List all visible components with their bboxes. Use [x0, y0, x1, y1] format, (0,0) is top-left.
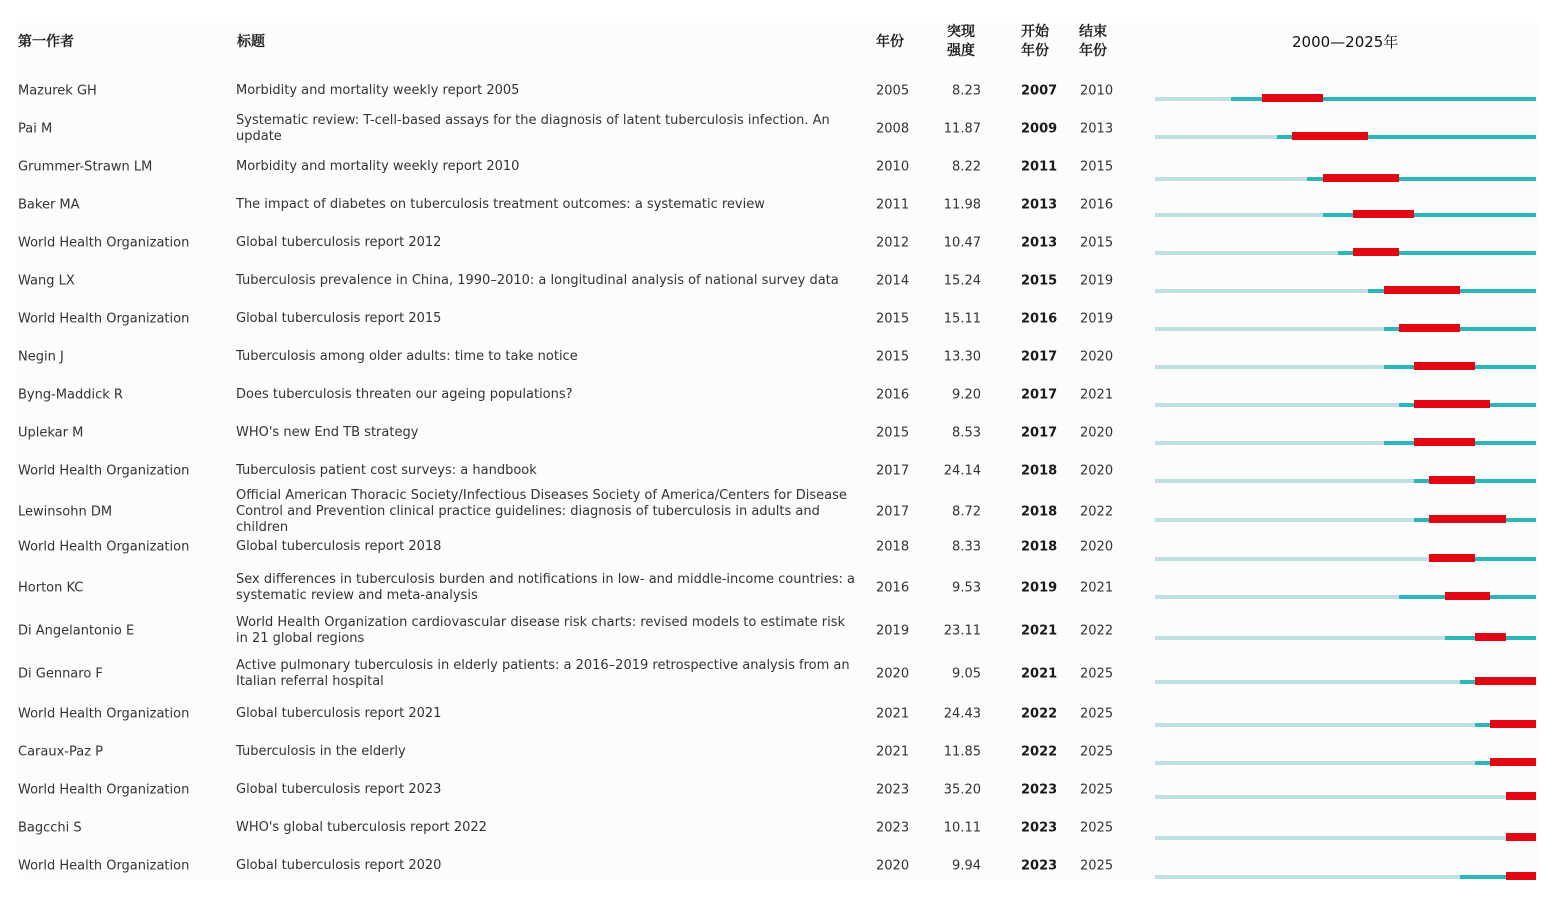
author-cell: Baker MA [18, 197, 80, 213]
strength-cell: 9.05 [952, 666, 981, 682]
begin-year-cell: 2023 [1021, 820, 1058, 836]
begin-year-cell: 2017 [1021, 349, 1058, 365]
begin-year-cell: 2013 [1021, 235, 1058, 251]
year-cell: 2015 [876, 425, 910, 441]
table-row [17, 110, 1538, 148]
strength-cell: 35.20 [943, 782, 981, 798]
timeline-before-publication [1155, 761, 1475, 765]
strength-cell: 24.14 [943, 463, 981, 479]
begin-year-cell: 2019 [1021, 580, 1058, 596]
begin-year-cell: 2018 [1021, 463, 1058, 479]
header-title-label: 标题 [237, 34, 265, 50]
title-cell: Official American Thoracic Society/Infectious Diseases Society of America/Centers for Disease Control and Prevention clinical practice guidelines: diagnosis of tuberculosis in adults and children [236, 488, 847, 535]
author-cell: World Health Organization [18, 706, 190, 722]
timeline-before-publication [1155, 289, 1368, 293]
timeline-bar [1155, 758, 1536, 768]
author-cell: Mazurek GH [18, 83, 97, 99]
burst-segment [1506, 872, 1536, 880]
burst-segment [1445, 592, 1491, 600]
end-year-cell: 2025 [1080, 820, 1114, 836]
title-cell: Systematic review: T-cell-based assays for the diagnosis of latent tuberculosis infection. An update [236, 113, 830, 144]
strength-cell: 8.53 [952, 425, 981, 441]
timeline-bar [1155, 554, 1536, 564]
timeline-bar [1155, 248, 1536, 258]
author-cell: World Health Organization [18, 858, 190, 874]
timeline-bar [1155, 515, 1536, 525]
timeline-before-publication [1155, 365, 1384, 369]
table-row [17, 262, 1538, 300]
timeline-bar [1155, 438, 1536, 448]
timeline-bar [1155, 592, 1536, 602]
end-year-cell: 2021 [1080, 580, 1114, 596]
author-cell: Di Gennaro F [18, 666, 103, 682]
burst-segment [1414, 400, 1490, 408]
author-cell: Byng-Maddick R [18, 387, 123, 403]
author-cell: Caraux-Paz P [18, 744, 103, 760]
begin-year-cell: 2023 [1021, 858, 1058, 874]
timeline-bar [1155, 677, 1536, 687]
strength-cell: 15.24 [943, 273, 981, 289]
burst-segment [1490, 720, 1536, 728]
title-cell: Global tuberculosis report 2023 [236, 782, 442, 797]
strength-cell: 11.85 [943, 744, 981, 760]
begin-year-cell: 2011 [1021, 159, 1058, 175]
title-cell: Does tuberculosis threaten our ageing populations? [236, 387, 573, 402]
table-row [17, 566, 1538, 610]
title-cell: Global tuberculosis report 2012 [236, 235, 442, 250]
end-year-cell: 2010 [1080, 83, 1114, 99]
header-end-line1: 结束 [1079, 24, 1107, 40]
end-year-cell: 2022 [1080, 623, 1114, 639]
header-begin-line1: 开始 [1021, 24, 1049, 40]
timeline-bar [1155, 720, 1536, 730]
timeline-before-publication [1155, 595, 1399, 599]
timeline-before-publication [1155, 135, 1277, 139]
timeline-before-publication [1155, 403, 1399, 407]
header-author-label: 第一作者 [18, 34, 74, 50]
begin-year-cell: 2017 [1021, 387, 1058, 403]
year-cell: 2018 [876, 539, 910, 555]
author-cell: Horton KC [18, 580, 84, 596]
author-cell: World Health Organization [18, 235, 190, 251]
begin-year-cell: 2021 [1021, 666, 1058, 682]
timeline-bar [1155, 94, 1536, 104]
header-strength-line2: 强度 [947, 43, 975, 59]
timeline-bar [1155, 324, 1536, 334]
header-end-line2: 年份 [1079, 43, 1107, 59]
timeline-bar [1155, 132, 1536, 142]
burst-segment [1384, 286, 1460, 294]
begin-year-cell: 2007 [1021, 83, 1058, 99]
title-cell: Global tuberculosis report 2021 [236, 706, 442, 721]
title-cell: Global tuberculosis report 2015 [236, 311, 442, 326]
burst-segment [1475, 677, 1536, 685]
title-cell: Morbidity and mortality weekly report 2005 [236, 83, 520, 98]
end-year-cell: 2020 [1080, 425, 1114, 441]
table-row [17, 72, 1538, 110]
title-cell: Tuberculosis among older adults: time to take notice [236, 349, 578, 364]
begin-year-cell: 2018 [1021, 539, 1058, 555]
burst-segment [1490, 758, 1536, 766]
strength-cell: 9.94 [952, 858, 981, 874]
strength-cell: 8.33 [952, 539, 981, 555]
end-year-cell: 2019 [1080, 273, 1114, 289]
author-cell: Uplekar M [18, 425, 84, 441]
header-strength-line1: 突现 [947, 24, 975, 40]
burst-segment [1506, 833, 1536, 841]
table-row [17, 376, 1538, 414]
header-year-label: 年份 [876, 34, 904, 50]
year-cell: 2005 [876, 83, 910, 99]
timeline-before-publication [1155, 177, 1307, 181]
table-row [17, 300, 1538, 338]
header-begin [1021, 23, 1049, 63]
timeline-before-publication [1155, 795, 1506, 799]
table-row [17, 695, 1538, 733]
timeline-before-publication [1155, 97, 1231, 101]
begin-year-cell: 2022 [1021, 706, 1058, 722]
header-end [1079, 23, 1107, 63]
burst-segment [1353, 248, 1399, 256]
table-row [17, 771, 1538, 809]
author-cell: Lewinsohn DM [18, 504, 113, 520]
title-cell: World Health Organization cardiovascular disease risk charts: revised models to estimate risk in 21 global regions [236, 615, 846, 646]
year-cell: 2008 [876, 121, 910, 137]
end-year-cell: 2020 [1080, 463, 1114, 479]
table-row [17, 186, 1538, 224]
timeline-before-publication [1155, 479, 1414, 483]
end-year-cell: 2015 [1080, 159, 1114, 175]
strength-cell: 9.20 [952, 387, 981, 403]
strength-cell: 8.22 [952, 159, 981, 175]
header-timeline [1292, 33, 1398, 73]
timeline-bar [1155, 210, 1536, 220]
author-cell: Wang LX [18, 273, 75, 289]
burst-segment [1475, 633, 1505, 641]
burst-segment [1292, 132, 1368, 140]
end-year-cell: 2013 [1080, 121, 1114, 137]
title-cell: Sex differences in tuberculosis burden and notifications in low- and middle-income countries: a systematic review and meta-analysis [236, 572, 856, 603]
year-cell: 2014 [876, 273, 910, 289]
title-cell: The impact of diabetes on tuberculosis treatment outcomes: a systematic review [236, 197, 765, 212]
table-row [17, 847, 1538, 885]
end-year-cell: 2025 [1080, 666, 1114, 682]
header-title [237, 33, 265, 73]
year-cell: 2019 [876, 623, 910, 639]
begin-year-cell: 2018 [1021, 504, 1058, 520]
citation-burst-table [17, 23, 1538, 879]
strength-cell: 23.11 [943, 623, 981, 639]
timeline-bar [1155, 833, 1536, 843]
strength-cell: 11.98 [943, 197, 981, 213]
strength-cell: 11.87 [943, 121, 981, 137]
begin-year-cell: 2017 [1021, 425, 1058, 441]
timeline-before-publication [1155, 875, 1460, 879]
burst-segment [1429, 515, 1505, 523]
burst-segment [1323, 174, 1399, 182]
begin-year-cell: 2023 [1021, 782, 1058, 798]
end-year-cell: 2016 [1080, 197, 1114, 213]
author-cell: World Health Organization [18, 782, 190, 798]
year-cell: 2017 [876, 504, 910, 520]
table-row [17, 148, 1538, 186]
year-cell: 2015 [876, 349, 910, 365]
timeline-before-publication [1155, 836, 1506, 840]
timeline-bar [1155, 476, 1536, 486]
begin-year-cell: 2015 [1021, 273, 1058, 289]
timeline-before-publication [1155, 680, 1460, 684]
burst-segment [1429, 554, 1475, 562]
table-row [17, 414, 1538, 452]
strength-cell: 8.72 [952, 504, 981, 520]
end-year-cell: 2015 [1080, 235, 1114, 251]
title-cell: WHO's new End TB strategy [236, 425, 419, 440]
title-cell: Tuberculosis patient cost surveys: a handbook [236, 463, 537, 478]
table-row [17, 338, 1538, 376]
header-author [18, 33, 74, 73]
title-cell: Tuberculosis prevalence in China, 1990–2010: a longitudinal analysis of national survey data [236, 273, 839, 288]
header-year [876, 33, 904, 73]
end-year-cell: 2019 [1080, 311, 1114, 327]
end-year-cell: 2025 [1080, 782, 1114, 798]
author-cell: World Health Organization [18, 311, 190, 327]
burst-segment [1429, 476, 1475, 484]
author-cell: Negin J [18, 349, 64, 365]
table-row [17, 809, 1538, 847]
end-year-cell: 2025 [1080, 858, 1114, 874]
burst-segment [1414, 362, 1475, 370]
end-year-cell: 2021 [1080, 387, 1114, 403]
burst-segment [1414, 438, 1475, 446]
begin-year-cell: 2016 [1021, 311, 1058, 327]
year-cell: 2021 [876, 706, 910, 722]
table-row [17, 733, 1538, 771]
timeline-bar [1155, 400, 1536, 410]
timeline-bar [1155, 872, 1536, 882]
timeline-before-publication [1155, 518, 1414, 522]
timeline-bar [1155, 174, 1536, 184]
header-begin-line2: 年份 [1021, 43, 1049, 59]
title-cell: Active pulmonary tuberculosis in elderly patients: a 2016–2019 retrospective analysis from an Italian referral hospital [236, 658, 850, 689]
title-cell: Global tuberculosis report 2018 [236, 539, 442, 554]
end-year-cell: 2022 [1080, 504, 1114, 520]
timeline-before-publication [1155, 251, 1338, 255]
timeline-bar [1155, 792, 1536, 802]
timeline-bar [1155, 633, 1536, 643]
timeline-bar [1155, 286, 1536, 296]
year-cell: 2017 [876, 463, 910, 479]
year-cell: 2023 [876, 820, 910, 836]
title-cell: Global tuberculosis report 2020 [236, 858, 442, 873]
burst-segment [1353, 210, 1414, 218]
table-row [17, 528, 1538, 566]
header-strength [947, 23, 975, 63]
burst-segment [1262, 94, 1323, 102]
author-cell: Bagcchi S [18, 820, 82, 836]
table-row [17, 224, 1538, 262]
year-cell: 2012 [876, 235, 910, 251]
timeline-before-publication [1155, 213, 1323, 217]
header-timeline-label: 2000—2025年 [1292, 33, 1399, 51]
end-year-cell: 2025 [1080, 744, 1114, 760]
author-cell: World Health Organization [18, 539, 190, 555]
timeline-before-publication [1155, 441, 1384, 445]
strength-cell: 24.43 [943, 706, 981, 722]
timeline-before-publication [1155, 557, 1429, 561]
year-cell: 2016 [876, 387, 910, 403]
title-cell: Morbidity and mortality weekly report 2010 [236, 159, 520, 174]
begin-year-cell: 2021 [1021, 623, 1058, 639]
begin-year-cell: 2013 [1021, 197, 1058, 213]
year-cell: 2011 [876, 197, 910, 213]
author-cell: World Health Organization [18, 463, 190, 479]
table-row [17, 452, 1538, 490]
year-cell: 2015 [876, 311, 910, 327]
author-cell: Pai M [18, 121, 53, 137]
strength-cell: 9.53 [952, 580, 981, 596]
year-cell: 2020 [876, 666, 910, 682]
title-cell: WHO's global tuberculosis report 2022 [236, 820, 487, 835]
strength-cell: 13.30 [943, 349, 981, 365]
year-cell: 2010 [876, 159, 910, 175]
author-cell: Di Angelantonio E [18, 623, 135, 639]
timeline-bar [1155, 362, 1536, 372]
table-row [17, 652, 1538, 696]
year-cell: 2023 [876, 782, 910, 798]
timeline-before-publication [1155, 636, 1445, 640]
strength-cell: 15.11 [943, 311, 981, 327]
end-year-cell: 2020 [1080, 539, 1114, 555]
author-cell: Grummer-Strawn LM [18, 159, 153, 175]
burst-segment [1506, 792, 1536, 800]
year-cell: 2021 [876, 744, 910, 760]
strength-cell: 8.23 [952, 83, 981, 99]
timeline-before-publication [1155, 723, 1475, 727]
begin-year-cell: 2022 [1021, 744, 1058, 760]
burst-segment [1399, 324, 1460, 332]
title-cell: Tuberculosis in the elderly [236, 744, 406, 759]
year-cell: 2016 [876, 580, 910, 596]
end-year-cell: 2020 [1080, 349, 1114, 365]
table-row [17, 609, 1538, 653]
strength-cell: 10.47 [943, 235, 981, 251]
year-cell: 2020 [876, 858, 910, 874]
strength-cell: 10.11 [943, 820, 981, 836]
end-year-cell: 2025 [1080, 706, 1114, 722]
begin-year-cell: 2009 [1021, 121, 1058, 137]
timeline-before-publication [1155, 327, 1384, 331]
